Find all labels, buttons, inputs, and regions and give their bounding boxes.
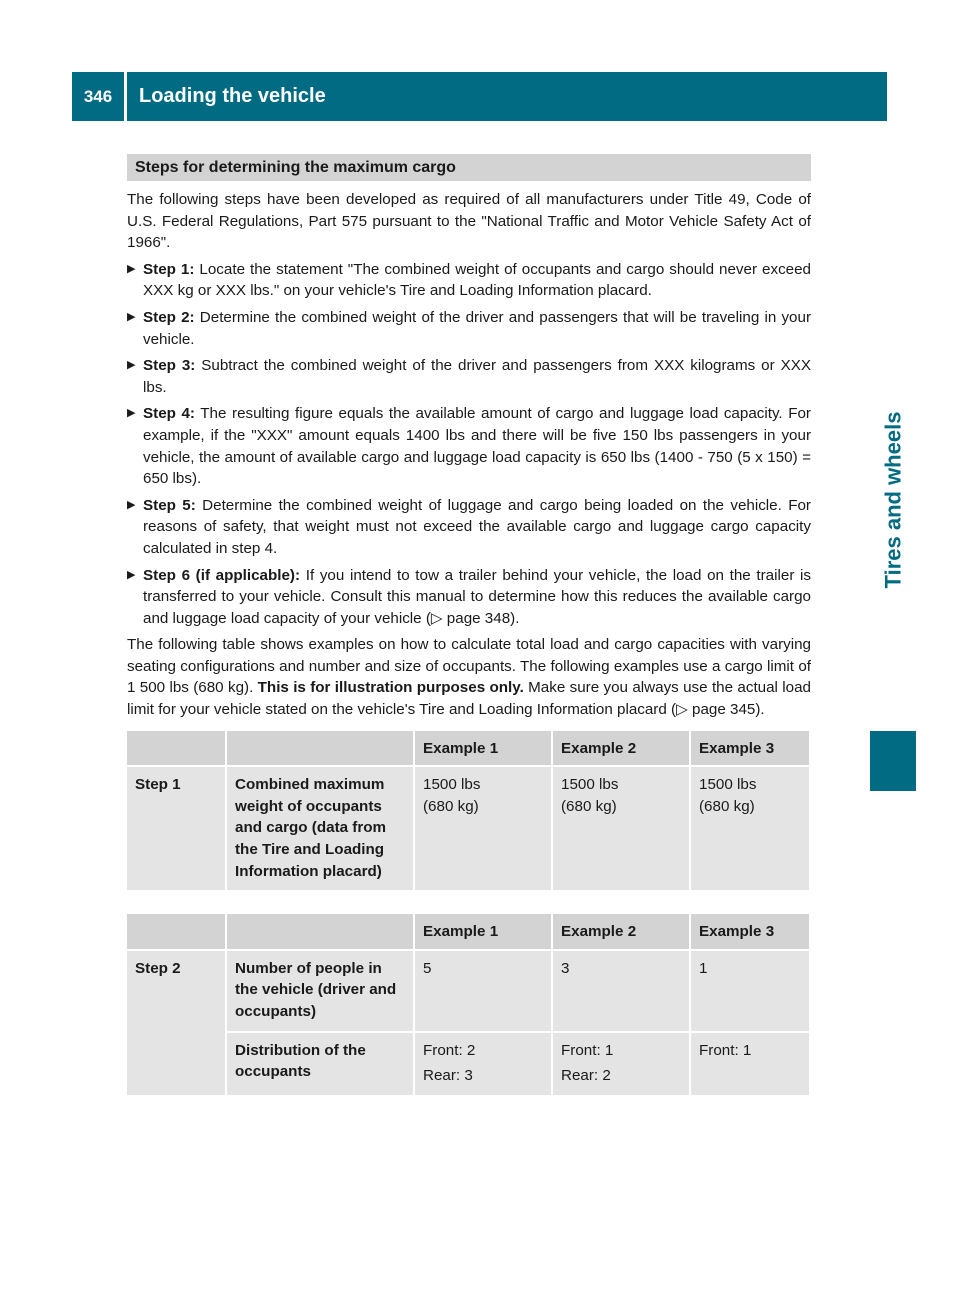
arrow-icon: ▶ — [127, 498, 136, 511]
value-cell: 5 — [414, 950, 552, 1032]
chapter-side-tab — [870, 130, 916, 1188]
step-item — [127, 259, 811, 302]
header-cell-example-3: Example 3 — [690, 731, 810, 767]
arrow-icon: ▶ — [127, 568, 136, 581]
header-cell-example-2: Example 2 — [552, 914, 690, 950]
header-cell-example-1: Example 1 — [414, 731, 552, 767]
value-cell: 1 — [690, 950, 810, 1032]
arrow-icon: ▶ — [127, 407, 136, 420]
step-label: Step 1: — [143, 260, 195, 278]
table-intro-text: The following table shows examples on how to calculate total load and cargo capacities with varying seating configurations and number and size of occupants. The following examples use a cargo limit of 1 500 lbs (680 kg). — [127, 636, 811, 697]
chapter-label: Tires and wheels — [880, 411, 905, 589]
arrow-icon: ▶ — [127, 359, 136, 372]
cargo-table-step-1 — [127, 731, 811, 893]
value-cell: 1500 lbs (680 kg) — [690, 766, 810, 891]
main-content — [127, 154, 811, 1097]
page-header — [72, 72, 887, 121]
chapter-marker-block — [870, 731, 916, 791]
value-cell: 3 — [552, 950, 690, 1032]
row-label-cell: Number of people in the vehicle (driver and occupants) — [226, 950, 414, 1032]
arrow-icon: ▶ — [127, 310, 136, 323]
value-cell: Front: 2 Rear: 3 — [414, 1032, 552, 1096]
step-item — [127, 355, 811, 398]
header-cell-example-3: Example 3 — [690, 914, 810, 950]
step-label: Step 6 (if applicable): — [143, 566, 301, 584]
step-label: Step 4: — [143, 405, 195, 423]
header-cell — [127, 914, 226, 950]
step-cell: Step 1 — [127, 766, 226, 891]
step-text: If you intend to tow a trailer behind your vehicle, the load on the trailer is transferred to your vehicle. Consult this manual to determine how this reduces the available cargo and luggage load capacity of your vehicle (▷ page 348). — [143, 566, 812, 627]
value-cell: 1500 lbs (680 kg) — [552, 766, 690, 891]
page-title: Loading the vehicle — [139, 85, 326, 107]
section-heading: Steps for determining the maximum cargo — [127, 154, 811, 181]
table-header-row — [127, 731, 810, 767]
step-text: Determine the combined weight of luggage and cargo being loaded on the vehicle. For reasons of safety, that weight must not exceed the available cargo and luggage cargo capacity calculated in step 4. — [143, 496, 811, 557]
value-cell: 1500 lbs (680 kg) — [414, 766, 552, 891]
table-intro-emphasis: This is for illustration purposes only. — [257, 679, 524, 697]
step-label: Step 3: — [143, 357, 196, 375]
step-text: The resulting figure equals the available amount of cargo and luggage load capacity. For example, if the "XXX" amount equals 1400 lbs and there will be five 150 lbs passengers in your vehicle, the amount of available cargo and luggage load capacity is 650 lbs (1400 - 750 (5 x 150) = 650 lbs). — [143, 405, 811, 488]
step-label: Step 2: — [143, 308, 195, 326]
header-cell-example-1: Example 1 — [414, 914, 552, 950]
table-row — [127, 1032, 810, 1096]
table-intro-paragraph — [127, 634, 811, 720]
table-intro-text-end: Make sure you always use the actual load limit for your vehicle stated on the vehicle's Tire and Loading Information placard (▷ page 345). — [127, 679, 811, 719]
step-cell: Step 2 — [127, 950, 226, 1096]
intro-paragraph: The following steps have been developed as required of all manufacturers under Title 49, Code of U.S. Federal Regulations, Part 575 pursuant to the "National Traffic and Motor Vehicle Safety Act of 1966". — [127, 191, 811, 252]
row-label-cell: Distribution of the occupants — [226, 1032, 414, 1096]
arrow-icon: ▶ — [127, 262, 136, 275]
step-label: Step 5: — [143, 496, 196, 514]
table-row — [127, 950, 810, 1032]
row-label-cell: Combined maximum weight of occupants and cargo (data from the Tire and Loading Information placard) — [226, 766, 414, 891]
value-cell: Front: 1 Rear: 2 — [552, 1032, 690, 1096]
header-cell — [226, 731, 414, 767]
table-row — [127, 766, 810, 891]
step-text: Locate the statement "The combined weight of occupants and cargo should never exceed XXX kg or XXX lbs." on your vehicle's Tire and Loading Information placard. — [143, 260, 811, 300]
page-number: 346 — [83, 87, 113, 106]
cargo-table-step-2 — [127, 914, 811, 1097]
step-text: Determine the combined weight of the driver and passengers that will be traveling in your vehicle. — [143, 308, 811, 348]
header-cell-example-2: Example 2 — [552, 731, 690, 767]
value-cell: Front: 1 — [690, 1032, 810, 1096]
step-item — [127, 403, 811, 489]
chapter-label-container — [872, 330, 914, 670]
table-header-row — [127, 914, 810, 950]
header-cell — [226, 914, 414, 950]
step-item — [127, 307, 811, 350]
step-item — [127, 495, 811, 560]
header-cell — [127, 731, 226, 767]
step-item — [127, 565, 811, 630]
step-text: Subtract the combined weight of the driver and passengers from XXX kilograms or XXX lbs. — [143, 357, 811, 396]
